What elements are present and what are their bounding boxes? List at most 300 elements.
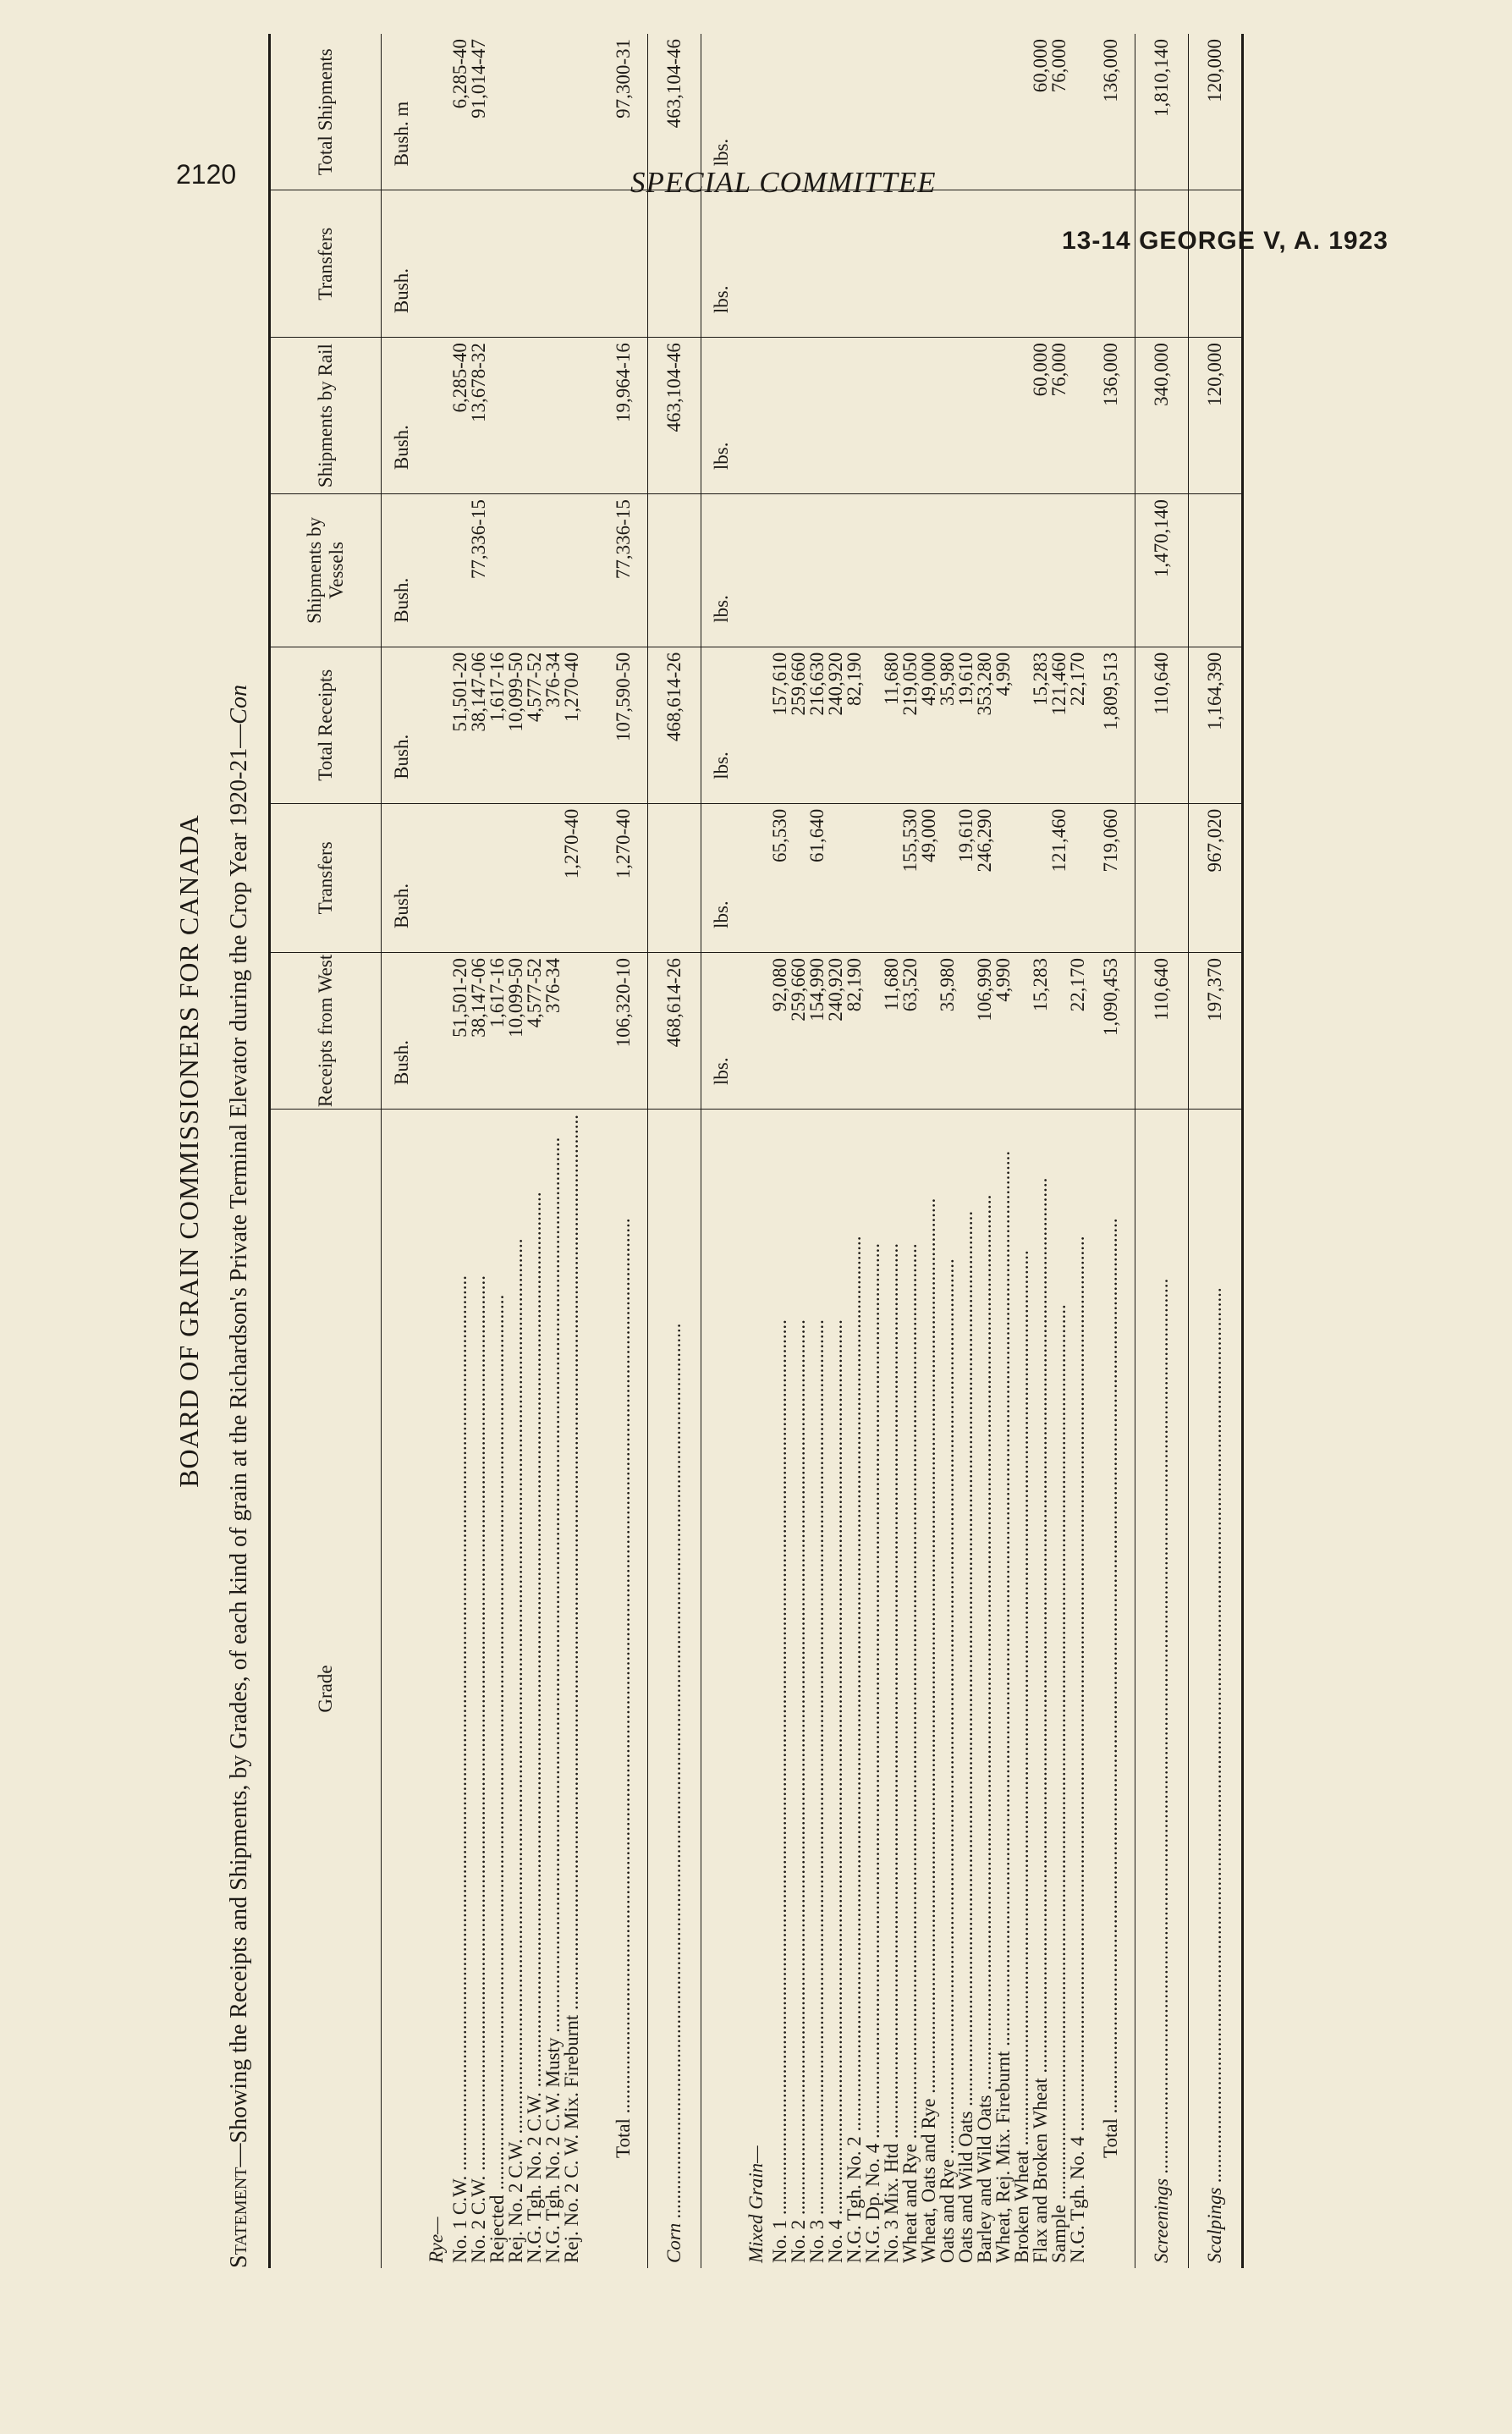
rotated-statement xyxy=(173,34,1417,2268)
value-cell: 157,610 xyxy=(771,647,789,803)
value-cell xyxy=(771,494,789,647)
grade-cell: No. 1 C.W. ..... xyxy=(451,1109,470,2268)
value-cell xyxy=(648,190,701,338)
value-cell xyxy=(864,338,882,494)
value-cell xyxy=(742,803,771,952)
value-cell: 38,147-06 xyxy=(470,647,488,803)
value-cell xyxy=(827,494,845,647)
value-cell: 110,640 xyxy=(1135,647,1189,803)
session-label: 13-14 GEORGE V, A. 1923 xyxy=(1062,227,1388,255)
value-cell: 106,320-10 xyxy=(600,952,648,1109)
value-cell xyxy=(507,34,525,190)
value-cell: 6,285-40 xyxy=(451,338,470,494)
grade-cell: No. 4 ..... xyxy=(827,1109,845,2268)
value-cell: 107,590-50 xyxy=(600,647,648,803)
value-cell xyxy=(507,338,525,494)
value-cell xyxy=(1013,34,1031,190)
value-cell xyxy=(563,338,581,494)
value-cell: 967,020 xyxy=(1189,803,1243,952)
grade-cell: Rej. No. 2 C. W. Mix. Fireburnt ..... xyxy=(563,1109,581,2268)
value-cell: 246,290 xyxy=(976,803,994,952)
value-cell xyxy=(1050,952,1069,1109)
value-cell: 91,014-47 xyxy=(470,34,488,190)
value-cell: 1,270-40 xyxy=(563,647,581,803)
grade-cell: N.G. Tgh. No. 2 C.W. ..... xyxy=(525,1109,544,2268)
value-cell xyxy=(938,494,957,647)
spacer-row xyxy=(581,34,600,2268)
grade-cell: Scalpings ..... xyxy=(1189,1109,1243,2268)
value-cell xyxy=(938,190,957,338)
value-cell xyxy=(742,952,771,1109)
value-cell xyxy=(1135,803,1189,952)
table-row xyxy=(488,34,507,2268)
value-cell: 11,680 xyxy=(882,952,901,1109)
value-cell xyxy=(470,190,488,338)
value-cell: 120,000 xyxy=(1189,338,1243,494)
grade-cell: No. 3 ..... xyxy=(808,1109,827,2268)
table-row xyxy=(920,34,938,2268)
caption-body: —Showing the Receipts and Shipments, by Grades, of each kind of grain at the Richardson's Private Terminal Elevator during the Crop Year 1920-21— xyxy=(226,724,252,2167)
value-cell xyxy=(581,494,600,647)
value-cell xyxy=(882,338,901,494)
value-cell xyxy=(827,34,845,190)
table-row xyxy=(771,34,789,2268)
page-number: 2120 xyxy=(176,159,237,190)
value-cell: 1,810,140 xyxy=(1135,34,1189,190)
value-cell xyxy=(938,338,957,494)
value-cell xyxy=(938,803,957,952)
value-cell: 19,964-16 xyxy=(600,338,648,494)
value-cell xyxy=(1031,494,1050,647)
value-cell: 19,610 xyxy=(957,803,976,952)
value-cell xyxy=(789,494,808,647)
value-cell xyxy=(1069,34,1087,190)
grade-cell: Corn ..... xyxy=(648,1109,701,2268)
grade-cell xyxy=(581,1109,600,2268)
column-header: Total Shipments xyxy=(270,34,382,190)
value-cell xyxy=(742,34,771,190)
value-cell xyxy=(771,34,789,190)
value-cell xyxy=(1013,190,1031,338)
value-cell xyxy=(648,494,701,647)
value-cell xyxy=(864,647,882,803)
unit-label: Bush. xyxy=(382,338,423,494)
value-cell: 13,678-32 xyxy=(470,338,488,494)
value-cell xyxy=(994,190,1013,338)
value-cell xyxy=(422,190,451,338)
value-cell xyxy=(1050,494,1069,647)
unit-label: lbs. xyxy=(701,647,743,803)
table-row xyxy=(563,34,581,2268)
value-cell: 240,920 xyxy=(827,647,845,803)
grade-cell: No. 3 Mix. Htd ..... xyxy=(882,1109,901,2268)
value-cell xyxy=(544,338,563,494)
value-cell xyxy=(957,34,976,190)
grade-cell: Barley and Wild Oats ..... xyxy=(976,1109,994,2268)
value-cell xyxy=(789,190,808,338)
value-cell xyxy=(581,338,600,494)
value-cell xyxy=(920,34,938,190)
grade-cell: Sample ..... xyxy=(1050,1109,1069,2268)
value-cell: 353,280 xyxy=(976,647,994,803)
value-cell: 76,000 xyxy=(1050,338,1069,494)
value-cell xyxy=(957,494,976,647)
value-cell xyxy=(789,338,808,494)
value-cell xyxy=(789,803,808,952)
value-cell xyxy=(422,647,451,803)
value-cell xyxy=(581,647,600,803)
value-cell xyxy=(808,494,827,647)
table-row xyxy=(648,34,701,2268)
table-row xyxy=(507,34,525,2268)
value-cell xyxy=(507,190,525,338)
total-row xyxy=(600,34,648,2268)
value-cell: 463,104-46 xyxy=(648,34,701,190)
value-cell: 340,000 xyxy=(1135,338,1189,494)
value-cell xyxy=(488,803,507,952)
value-cell: 106,990 xyxy=(976,952,994,1109)
value-cell: 136,000 xyxy=(1087,338,1135,494)
value-cell xyxy=(1013,952,1031,1109)
value-cell xyxy=(600,190,648,338)
value-cell xyxy=(525,190,544,338)
value-cell xyxy=(1069,803,1087,952)
value-cell: 61,640 xyxy=(808,803,827,952)
value-cell xyxy=(994,803,1013,952)
grade-cell: No. 1 ..... xyxy=(771,1109,789,2268)
grade-cell: Wheat and Rye ..... xyxy=(901,1109,920,2268)
value-cell xyxy=(488,190,507,338)
value-cell xyxy=(845,494,864,647)
value-cell: 35,980 xyxy=(938,952,957,1109)
value-cell xyxy=(901,494,920,647)
value-cell: 10,099-50 xyxy=(507,952,525,1109)
value-cell: 468,614-26 xyxy=(648,647,701,803)
section-label-row xyxy=(422,34,451,2268)
column-header: Grade xyxy=(270,1109,382,2268)
unit-label: Bush. m xyxy=(382,34,423,190)
value-cell: 240,920 xyxy=(827,952,845,1109)
value-cell xyxy=(422,34,451,190)
unit-label: lbs. xyxy=(701,34,743,190)
statement-caption xyxy=(226,34,253,2268)
grade-cell: N.G. Tgh. No. 2 ..... xyxy=(845,1109,864,2268)
value-cell xyxy=(808,338,827,494)
value-cell xyxy=(422,952,451,1109)
value-cell xyxy=(563,494,581,647)
value-cell xyxy=(742,647,771,803)
column-header: Shipments by Vessels xyxy=(270,494,382,647)
value-cell: 82,190 xyxy=(845,647,864,803)
table-row xyxy=(976,34,994,2268)
grade-cell: Wheat, Rej. Mix. Fireburnt ..... xyxy=(994,1109,1013,2268)
column-header: Receipts from West xyxy=(270,952,382,1109)
value-cell: 82,190 xyxy=(845,952,864,1109)
table-row xyxy=(1189,34,1243,2268)
table-row xyxy=(1135,34,1189,2268)
grade-cell xyxy=(701,1109,743,2268)
grade-cell: Total ..... xyxy=(600,1109,648,2268)
value-cell xyxy=(470,803,488,952)
value-cell xyxy=(1087,494,1135,647)
value-cell xyxy=(581,190,600,338)
value-cell xyxy=(1031,190,1050,338)
value-cell: 6,285-40 xyxy=(451,34,470,190)
table-row xyxy=(882,34,901,2268)
grade-cell: Broken Wheat ..... xyxy=(1013,1109,1031,2268)
value-cell xyxy=(422,803,451,952)
value-cell: 121,460 xyxy=(1050,803,1069,952)
value-cell: 10,099-50 xyxy=(507,647,525,803)
value-cell xyxy=(976,34,994,190)
grade-cell: Screenings ..... xyxy=(1135,1109,1189,2268)
grade-cell: N.G. Tgh. No. 4 ..... xyxy=(1069,1109,1087,2268)
value-cell: 4,577-52 xyxy=(525,647,544,803)
value-cell: 49,000 xyxy=(920,647,938,803)
value-cell: 65,530 xyxy=(771,803,789,952)
value-cell xyxy=(771,338,789,494)
value-cell xyxy=(845,34,864,190)
grade-cell: Rej. No. 2 C.W. ..... xyxy=(507,1109,525,2268)
table-row xyxy=(1069,34,1087,2268)
value-cell: 63,520 xyxy=(901,952,920,1109)
value-cell xyxy=(845,803,864,952)
unit-label: Bush. xyxy=(382,647,423,803)
value-cell xyxy=(1189,190,1243,338)
value-cell xyxy=(1189,494,1243,647)
value-cell xyxy=(1069,338,1087,494)
value-cell: 259,660 xyxy=(789,952,808,1109)
column-header: Transfers xyxy=(270,190,382,338)
value-cell: 1,617-16 xyxy=(488,647,507,803)
value-cell: 51,501-20 xyxy=(451,647,470,803)
value-cell xyxy=(525,34,544,190)
value-cell xyxy=(488,34,507,190)
unit-label: Bush. xyxy=(382,803,423,952)
value-cell xyxy=(901,338,920,494)
value-cell xyxy=(451,190,470,338)
value-cell: 1,809,513 xyxy=(1087,647,1135,803)
value-cell: 4,577-52 xyxy=(525,952,544,1109)
value-cell xyxy=(976,494,994,647)
value-cell xyxy=(994,494,1013,647)
value-cell: 4,990 xyxy=(994,647,1013,803)
value-cell xyxy=(525,494,544,647)
value-cell xyxy=(742,338,771,494)
value-cell xyxy=(742,190,771,338)
value-cell xyxy=(864,34,882,190)
value-cell xyxy=(1087,190,1135,338)
table-row xyxy=(451,34,470,2268)
value-cell xyxy=(1069,190,1087,338)
column-header: Total Receipts xyxy=(270,647,382,803)
table-row xyxy=(994,34,1013,2268)
value-cell xyxy=(1013,647,1031,803)
value-cell xyxy=(808,190,827,338)
value-cell xyxy=(544,803,563,952)
value-cell xyxy=(994,34,1013,190)
value-cell xyxy=(882,803,901,952)
value-cell xyxy=(920,190,938,338)
grade-cell: Oats and Rye ..... xyxy=(938,1109,957,2268)
value-cell xyxy=(827,803,845,952)
value-cell: 22,170 xyxy=(1069,647,1087,803)
table-row xyxy=(864,34,882,2268)
value-cell: 219,050 xyxy=(901,647,920,803)
units-row xyxy=(701,34,743,2268)
section-label-row xyxy=(742,34,771,2268)
unit-label: lbs. xyxy=(701,952,743,1109)
grain-statement-table xyxy=(268,34,1244,2268)
document-title: BOARD OF GRAIN COMMISSIONERS FOR CANADA xyxy=(173,814,204,1488)
grade-cell xyxy=(382,1109,423,2268)
grade-cell: Wheat, Oats and Rye ..... xyxy=(920,1109,938,2268)
value-cell xyxy=(864,494,882,647)
value-cell: 49,000 xyxy=(920,803,938,952)
value-cell xyxy=(451,494,470,647)
value-cell: 77,336-15 xyxy=(470,494,488,647)
value-cell: 11,680 xyxy=(882,647,901,803)
value-cell: 120,000 xyxy=(1189,34,1243,190)
value-cell xyxy=(789,34,808,190)
table-body xyxy=(382,34,1243,2268)
units-row xyxy=(382,34,423,2268)
value-cell: 38,147-06 xyxy=(470,952,488,1109)
value-cell: 1,090,453 xyxy=(1087,952,1135,1109)
table-row xyxy=(1050,34,1069,2268)
value-cell xyxy=(957,190,976,338)
value-cell xyxy=(882,190,901,338)
grade-cell: Rejected ..... xyxy=(488,1109,507,2268)
value-cell xyxy=(864,190,882,338)
value-cell: 4,990 xyxy=(994,952,1013,1109)
total-row xyxy=(1087,34,1135,2268)
value-cell xyxy=(488,494,507,647)
value-cell xyxy=(827,338,845,494)
value-cell xyxy=(901,34,920,190)
value-cell xyxy=(957,952,976,1109)
grade-cell: Rye— xyxy=(426,2216,447,2263)
grade-cell: No. 2 C.W. ..... xyxy=(470,1109,488,2268)
value-cell xyxy=(563,952,581,1109)
value-cell xyxy=(864,952,882,1109)
value-cell xyxy=(742,494,771,647)
value-cell: 259,660 xyxy=(789,647,808,803)
unit-label: Bush. xyxy=(382,952,423,1109)
value-cell xyxy=(1013,803,1031,952)
value-cell xyxy=(563,34,581,190)
value-cell xyxy=(901,190,920,338)
value-cell: 1,617-16 xyxy=(488,952,507,1109)
value-cell: 19,610 xyxy=(957,647,976,803)
value-cell xyxy=(1013,338,1031,494)
value-cell: 468,614-26 xyxy=(648,952,701,1109)
grade-cell: Total ..... xyxy=(1087,1109,1135,2268)
value-cell: 97,300-31 xyxy=(600,34,648,190)
value-cell xyxy=(525,338,544,494)
value-cell: 719,060 xyxy=(1087,803,1135,952)
table-row xyxy=(901,34,920,2268)
table-row xyxy=(544,34,563,2268)
grade-cell: N.G. Dp. No. 4 ..... xyxy=(864,1109,882,2268)
value-cell: 136,000 xyxy=(1087,34,1135,190)
table-row xyxy=(845,34,864,2268)
value-cell: 155,530 xyxy=(901,803,920,952)
value-cell xyxy=(648,803,701,952)
value-cell: 60,000 xyxy=(1031,34,1050,190)
value-cell: 376-34 xyxy=(544,647,563,803)
value-cell xyxy=(507,494,525,647)
value-cell xyxy=(544,494,563,647)
value-cell: 216,630 xyxy=(808,647,827,803)
value-cell xyxy=(525,803,544,952)
column-header: Transfers xyxy=(270,803,382,952)
value-cell: 1,270-40 xyxy=(600,803,648,952)
value-cell: 376-34 xyxy=(544,952,563,1109)
column-header: Shipments by Rail xyxy=(270,338,382,494)
table-row xyxy=(827,34,845,2268)
value-cell xyxy=(422,494,451,647)
value-cell xyxy=(1069,494,1087,647)
value-cell xyxy=(976,338,994,494)
grade-cell: Mixed Grain— xyxy=(745,2145,767,2263)
table-row xyxy=(525,34,544,2268)
value-cell xyxy=(1050,190,1069,338)
value-cell xyxy=(581,803,600,952)
value-cell xyxy=(994,338,1013,494)
value-cell: 77,336-15 xyxy=(600,494,648,647)
value-cell xyxy=(581,34,600,190)
value-cell: 76,000 xyxy=(1050,34,1069,190)
caption-prefix: Statement xyxy=(226,2167,252,2268)
value-cell xyxy=(976,190,994,338)
value-cell xyxy=(1031,803,1050,952)
value-cell xyxy=(938,34,957,190)
table-row xyxy=(789,34,808,2268)
value-cell xyxy=(882,34,901,190)
unit-label: lbs. xyxy=(701,190,743,338)
value-cell: 92,080 xyxy=(771,952,789,1109)
value-cell xyxy=(845,338,864,494)
value-cell xyxy=(422,338,451,494)
column-header-row xyxy=(270,34,382,2268)
value-cell xyxy=(845,190,864,338)
value-cell xyxy=(563,190,581,338)
value-cell xyxy=(882,494,901,647)
value-cell: 15,283 xyxy=(1031,647,1050,803)
table-row xyxy=(1031,34,1050,2268)
table-row xyxy=(808,34,827,2268)
value-cell xyxy=(544,190,563,338)
value-cell: 60,000 xyxy=(1031,338,1050,494)
running-title: SPECIAL COMMITTEE xyxy=(630,166,937,199)
value-cell xyxy=(920,338,938,494)
value-cell: 121,460 xyxy=(1050,647,1069,803)
table-row xyxy=(938,34,957,2268)
value-cell xyxy=(1135,190,1189,338)
value-cell: 197,370 xyxy=(1189,952,1243,1109)
value-cell xyxy=(1013,494,1031,647)
table-row xyxy=(470,34,488,2268)
value-cell xyxy=(808,34,827,190)
value-cell xyxy=(864,803,882,952)
value-cell: 35,980 xyxy=(938,647,957,803)
value-cell xyxy=(488,338,507,494)
value-cell: 51,501-20 xyxy=(451,952,470,1109)
value-cell xyxy=(771,190,789,338)
value-cell xyxy=(920,952,938,1109)
value-cell xyxy=(507,803,525,952)
